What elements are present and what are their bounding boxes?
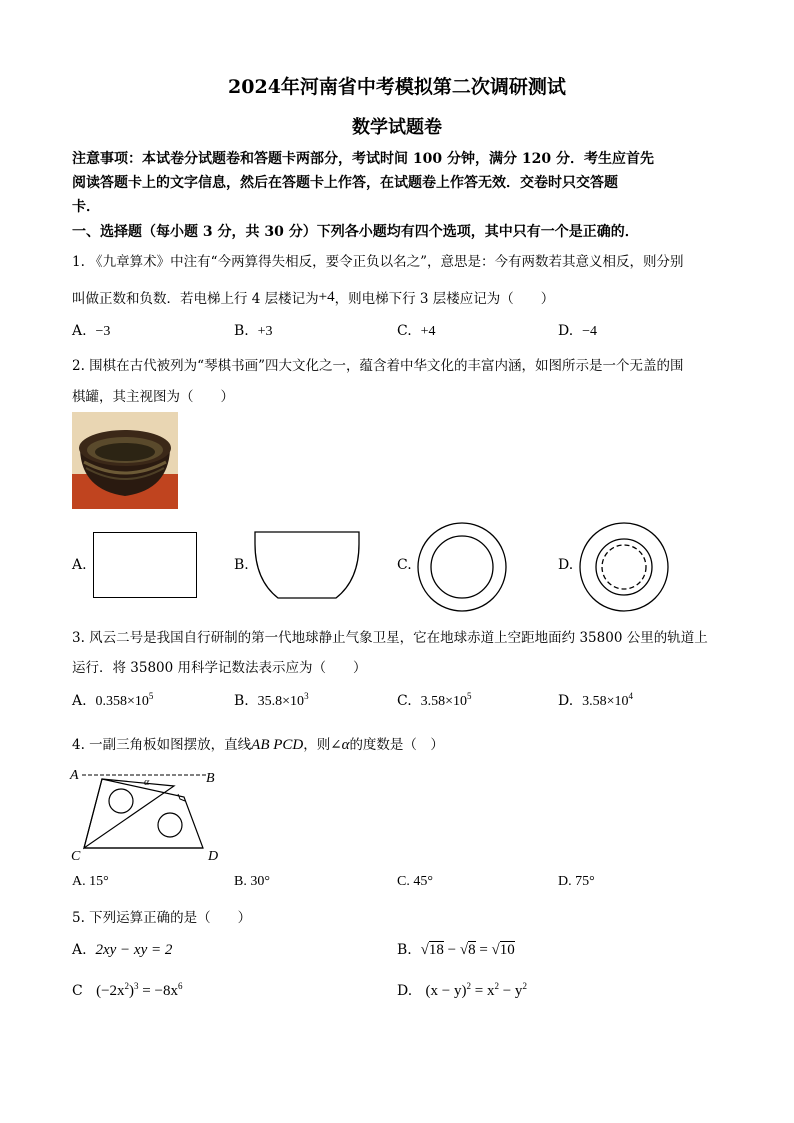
option-value: +3 — [257, 324, 273, 339]
q3-line-1: 3. 风云二号是我国自行研制的第一代地球静止气象卫星，它在地球赤道上空距地面约 35800 公里的轨道上 — [72, 630, 708, 646]
q2-option-a-rectangle — [93, 532, 197, 598]
option-label: D. — [558, 693, 574, 709]
q1-line-1: 1. 《九章算术》中注有“今两算得失相反，要令正负以名之”，意思是：今有两数若其意义相反，则分别 — [72, 254, 684, 270]
c-base: (−2x — [96, 983, 125, 999]
option-label: B. — [397, 942, 412, 958]
notice-line-2: 阅读答题卡上的文字信息，然后在答题卡上作答，在试题卷上作答无效．交卷时只交答题 — [72, 175, 618, 191]
radicand-3: 10 — [499, 942, 515, 958]
q4-triangle-figure — [66, 764, 226, 864]
q4-option-c — [397, 874, 433, 890]
q3-option-d — [558, 693, 633, 710]
q3-option-b — [234, 693, 309, 710]
q4-stem — [72, 733, 444, 754]
option-mantissa: 3.58×10 — [582, 694, 629, 709]
q4-text-a: 4. 一副三角板如图摆放，直线 — [72, 737, 252, 753]
option-value: −3 — [95, 324, 111, 339]
option-exponent: 5 — [148, 691, 154, 701]
q1-option-b — [234, 323, 273, 340]
c-exp-2: 3 — [134, 981, 139, 991]
q1-math: +4 — [318, 289, 335, 305]
page-title: 2024年河南省中考模拟第二次调研测试 — [228, 76, 566, 98]
q3-option-a — [72, 693, 153, 710]
option-label: B. — [234, 323, 249, 339]
option-mantissa: 35.8×10 — [257, 694, 305, 709]
q1-option-a — [72, 323, 110, 340]
q4-text-b: ，则∠ — [303, 737, 342, 753]
q1-option-c — [397, 323, 435, 340]
notice-line-3: 卡． — [72, 199, 100, 215]
q3-line-2: 运行．将 35800 用科学记数法表示应为（ ） — [72, 660, 367, 676]
q1-option-d — [558, 323, 597, 340]
q1-text-a: 叫做正数和负数．若电梯上行 4 层楼记为 — [72, 291, 319, 307]
c-exp-3: 6 — [177, 981, 183, 991]
option-label: D. — [558, 323, 574, 339]
c-exp-1: 2 — [124, 981, 130, 991]
d-exp-3: 2 — [522, 981, 527, 991]
option-label: D. — [397, 983, 413, 999]
option-label: D. — [558, 874, 572, 889]
q3-option-c — [397, 693, 471, 710]
q4-math: AB PCD — [251, 737, 304, 753]
option-label: B. — [234, 693, 249, 709]
q2-option-d-dashed-circles — [578, 521, 670, 613]
c-close: ) — [129, 983, 135, 999]
go-bowl-photo — [72, 412, 178, 509]
option-value: 75° — [575, 874, 595, 889]
option-mantissa: 3.58×10 — [420, 694, 467, 709]
option-exponent: 5 — [466, 691, 472, 701]
q2-option-d-label: D. — [558, 557, 574, 573]
q5-a-expression: 2xy − xy = 2 — [95, 942, 173, 958]
q2-option-a-label: A. — [72, 557, 87, 573]
option-value: 45° — [413, 874, 433, 889]
q2-option-c-concentric-circles — [416, 521, 508, 613]
q5-option-a — [72, 942, 172, 959]
q4-label-C: C — [71, 849, 81, 864]
option-label: A. — [72, 693, 87, 709]
notice-line-1: 注意事项：本试卷分试题卷和答题卡两部分，考试时间 100 分钟，满分 120 分．考生应首先 — [72, 151, 654, 167]
option-label: C. — [397, 323, 412, 339]
q5-option-d — [397, 983, 527, 1000]
option-value: 30° — [250, 874, 270, 889]
q5-stem: 5. 下列运算正确的是（ ） — [72, 910, 252, 926]
q4-option-b — [234, 874, 270, 890]
option-label: A. — [72, 323, 87, 339]
q4-label-B: B — [206, 771, 215, 786]
q2-option-c-label: C. — [397, 557, 412, 573]
option-mantissa: 0.358×10 — [95, 694, 149, 709]
q4-label-alpha: α — [144, 777, 150, 788]
q5-option-c — [72, 983, 182, 1000]
d-rhs: = x — [471, 983, 495, 999]
q5-b-expression: √18 − √8 = √10 — [420, 942, 515, 958]
q4-label-D: D — [208, 849, 219, 864]
d-base: (x − y) — [425, 983, 467, 999]
q4-text-c: 的度数是（ ） — [349, 737, 444, 753]
d-exp-1: 2 — [466, 981, 471, 991]
q4-option-d — [558, 874, 595, 890]
option-value: 15° — [89, 874, 109, 889]
option-exponent: 3 — [304, 691, 309, 701]
option-label: C — [72, 983, 83, 999]
option-label: A. — [72, 942, 87, 958]
page-subtitle: 数学试题卷 — [352, 117, 442, 138]
c-rhs: = −8x — [138, 983, 178, 999]
q4-label-A: A — [70, 768, 79, 783]
q2-line-2: 棋罐，其主视图为（ ） — [72, 389, 234, 405]
q5-d-expression — [426, 983, 527, 999]
option-exponent: 4 — [628, 691, 633, 701]
q5-option-b — [397, 942, 515, 959]
option-label: C. — [397, 693, 412, 709]
q4-alpha: α — [341, 737, 350, 753]
q2-line-1: 2. 围棋在古代被列为“琴棋书画”四大文化之一，蕴含着中华文化的丰富内涵，如图所示是一个无盖的围 — [72, 358, 684, 374]
option-value: +4 — [420, 324, 436, 339]
option-label: A. — [72, 874, 86, 889]
option-label: B. — [234, 874, 247, 889]
d-rhs-2: − y — [498, 983, 523, 999]
section-heading: 一、选择题（每小题 3 分，共 30 分）下列各小题均有四个选项，其中只有一个是正确的． — [72, 224, 639, 240]
q4-option-a — [72, 874, 109, 890]
d-exp-2: 2 — [494, 981, 499, 991]
option-label: C. — [397, 874, 410, 889]
q1-line-2 — [72, 287, 554, 307]
radicand-2: 8 — [468, 942, 476, 958]
option-value: −4 — [582, 324, 597, 339]
q2-option-b-label: B. — [234, 557, 249, 573]
radicand-1: 18 — [428, 942, 444, 958]
q2-option-b-bowl-shape — [252, 530, 362, 602]
q5-c-expression — [96, 983, 182, 999]
go-bowl-photo-drawing — [72, 412, 178, 509]
q1-text-b: ，则电梯下行 3 层楼应记为（ ） — [334, 291, 555, 307]
